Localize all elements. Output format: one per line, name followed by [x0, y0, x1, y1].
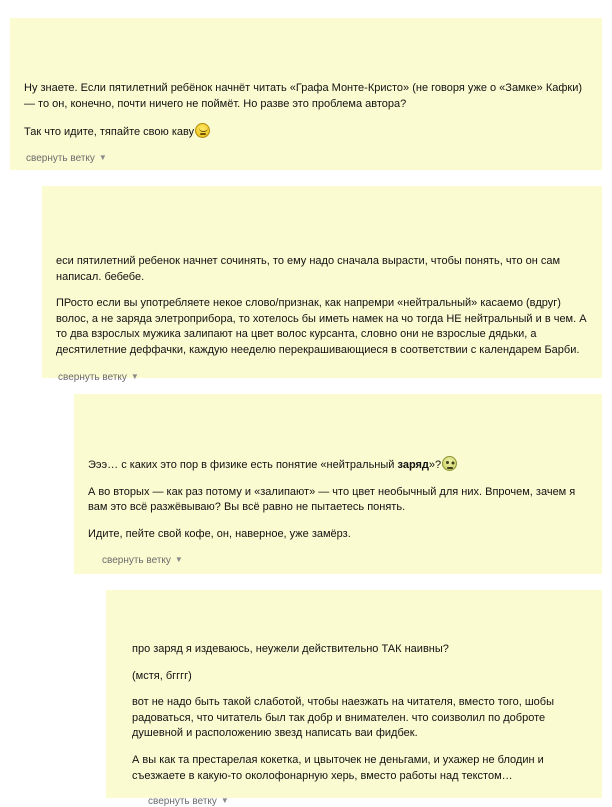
collapse-thread-label: свернуть ветку [58, 371, 127, 383]
collapse-row-3 [74, 554, 602, 566]
collapse-thread-link[interactable] [56, 372, 139, 383]
roll-eyes-smiley-icon [195, 123, 210, 138]
comment-paragraph [24, 123, 588, 141]
comment-body-2 [42, 186, 602, 359]
comment-block-3 [74, 394, 602, 574]
comment-paragraph: еси пятилетний ребенок начнет сочинять, то ему надо сначала вырасти, чтобы понять, что он сам написал. бебебе. [56, 255, 561, 283]
crazy-smiley-icon [442, 456, 457, 471]
comment-block-4 [106, 590, 602, 807]
collapse-thread-link[interactable] [24, 153, 107, 164]
comment-block-2 [42, 186, 602, 383]
collapse-row-4 [106, 795, 602, 807]
comment-paragraph: вот не надо быть такой слаботой, чтобы наезжать на читателя, вместо того, шобы радоваться, что читатель был так добр и внимателен. что соизволил по доброте душевной и расположению звезд написать ваи фидбек. [132, 696, 554, 740]
comment-paragraph-text: Эээ… с каких это пор в физике есть понятие «нейтральный заряд»? [88, 459, 442, 471]
comment-body-4 [106, 590, 602, 784]
comment-paragraph: (мстя, бгггг) [132, 669, 192, 682]
collapse-thread-label: свернуть ветку [102, 555, 171, 567]
collapse-thread-label: свернуть ветку [26, 152, 95, 164]
collapse-row-1 [10, 152, 602, 164]
comment-paragraph: А вы как та престарелая кокетка, и цвыточек не деньгами, и ухажер не блодин и съезжаете в какую-то околофонарную херь, вместо работы над текстом… [132, 754, 544, 782]
comment-block-1 [10, 18, 602, 170]
collapse-thread-link[interactable] [100, 555, 183, 566]
chevron-down-icon: ▼ [130, 371, 139, 381]
comment-paragraph: Идите, пейте свой кофе, он, наверное, уже замёрз. [88, 527, 351, 540]
collapse-row-2 [42, 371, 602, 383]
comment-paragraph: про заряд я издеваюсь, неужели действительно ТАК наивны? [132, 643, 449, 655]
comment-body-3 [74, 394, 602, 542]
comment-paragraph: ПРосто если вы употребляете некое слово/признак, как напремри «нейтральный» касаемо (вдруг) волос, а не заряда элетроприбора, то хотелось бы иметь намек на чо тогда НЕ нейтральный и в чем. А то два взрослых мужика залипают на цвет волос курсанта, словно они не взрослые дядьки, а десятилетние деффачки, каждую нееделю перекрашивающиеся в соответствии с календарем Барби. [56, 297, 587, 357]
comment-paragraph-text: Так что идите, тяпайте свою каву [24, 126, 195, 139]
chevron-down-icon: ▼ [98, 152, 107, 162]
chevron-down-icon: ▼ [220, 796, 229, 806]
comment-paragraph [88, 456, 588, 474]
chevron-down-icon: ▼ [174, 555, 183, 565]
comment-body-1 [10, 18, 602, 141]
comment-paragraph: А во вторых — как раз потому и «залипают» — что цвет необычный для них. Впрочем, зачем я вам это всё разжёвываю? Вы всё равно не пытаетесь понять. [88, 485, 576, 514]
collapse-thread-label: свернуть ветку [148, 796, 217, 807]
comment-paragraph: Ну знаете. Если пятилетний ребёнок начнёт читать «Графа Монте-Кристо» (не говоря уже о «Замке» Кафки) — то он, конечно, почти ничего не поймёт. Но разве это проблема автора? [24, 82, 583, 110]
